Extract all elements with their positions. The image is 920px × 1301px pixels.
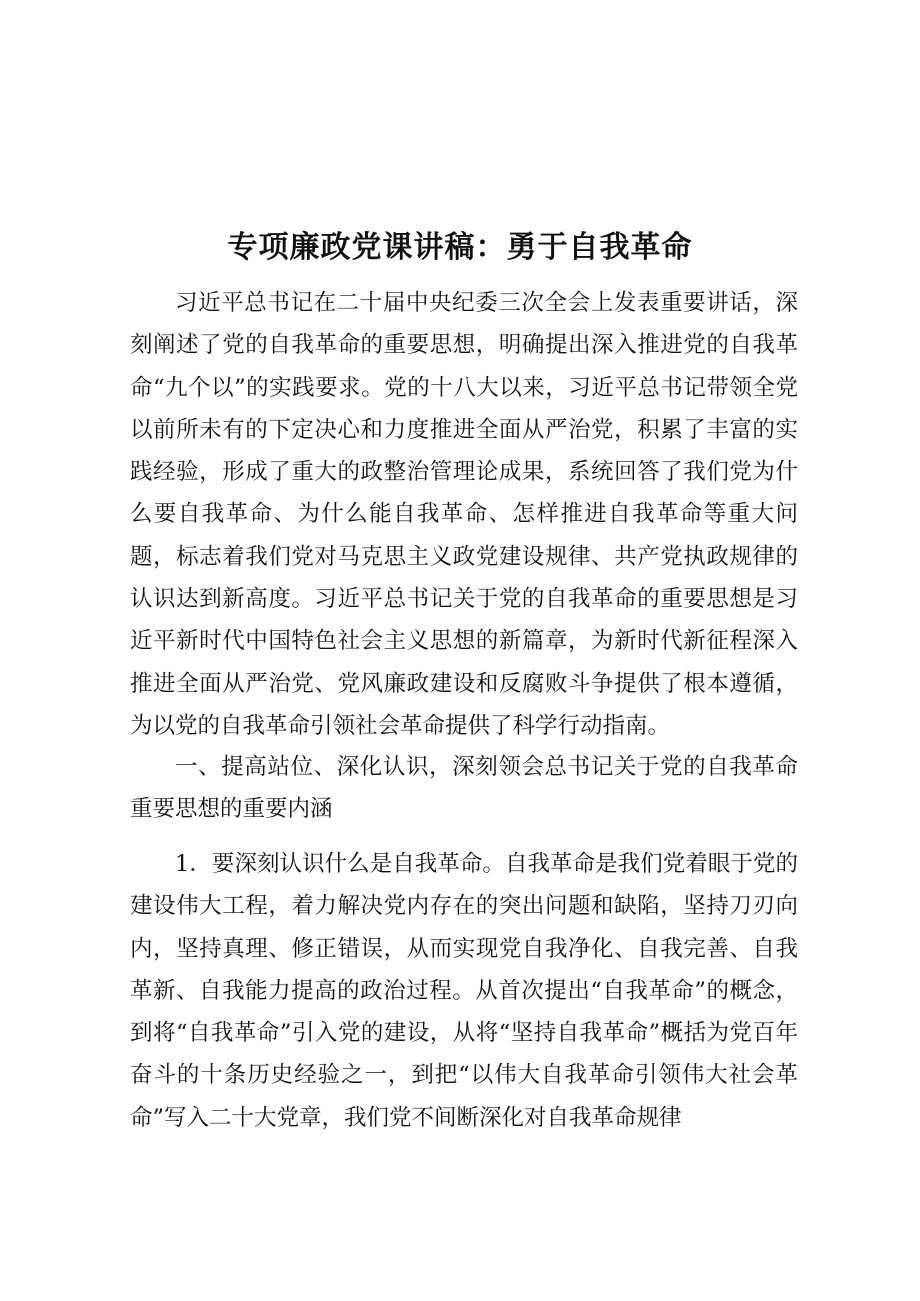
document-title: 专项廉政党课讲稿：勇于自我革命 bbox=[227, 230, 693, 265]
paragraph-point-1: 1．要深刻认识什么是自我革命。自我革命是我们党着眼于党的建设伟大工程，着力解决党内存在的突出问题和缺陷，坚持刀刃向内，坚持真理、修正错误，从而实现党自我净化、自我完善、自我革新、自我能力提高的政治过程。从首次提出“自我革命”的概念，到将“自我革命”引入党的建设，从将“坚持自我革命”概括为党百年奋斗的十条历史经验之一，到把“以伟大自我革命引领伟大社会革命”写入二十大党章，我们党不间断深化对自我革命规律 bbox=[130, 851, 798, 1131]
paragraph-intro: 习近平总书记在二十届中央纪委三次全会上发表重要讲话，深刻阐述了党的自我革命的重要思想，明确提出深入推进党的自我革命“九个以”的实践要求。党的十八大以来，习近平总书记带领全党以前所未有的下定决心和力度推进全面从严治党，积累了丰富的实践经验，形成了重大的政整治管理论成果，系统回答了我们党为什么要自我革命、为什么能自我革命、怎样推进自我革命等重大问题，标志着我们党对马克思主义政党建设规律、共产党执政规律的认识达到新高度。习近平总书记关于党的自我革命的重要思想是习近平新时代中国特色社会主义思想的新篇章，为新时代新征程深入推进全面从严治党、党风廉政建设和反腐败斗争提供了根本遵循，为以党的自我革命引领社会革命提供了科学行动指南。 bbox=[130, 290, 798, 739]
section-heading-1: 一、提高站位、深化认识，深刻领会总书记关于党的自我革命重要思想的重要内涵 bbox=[130, 754, 798, 823]
